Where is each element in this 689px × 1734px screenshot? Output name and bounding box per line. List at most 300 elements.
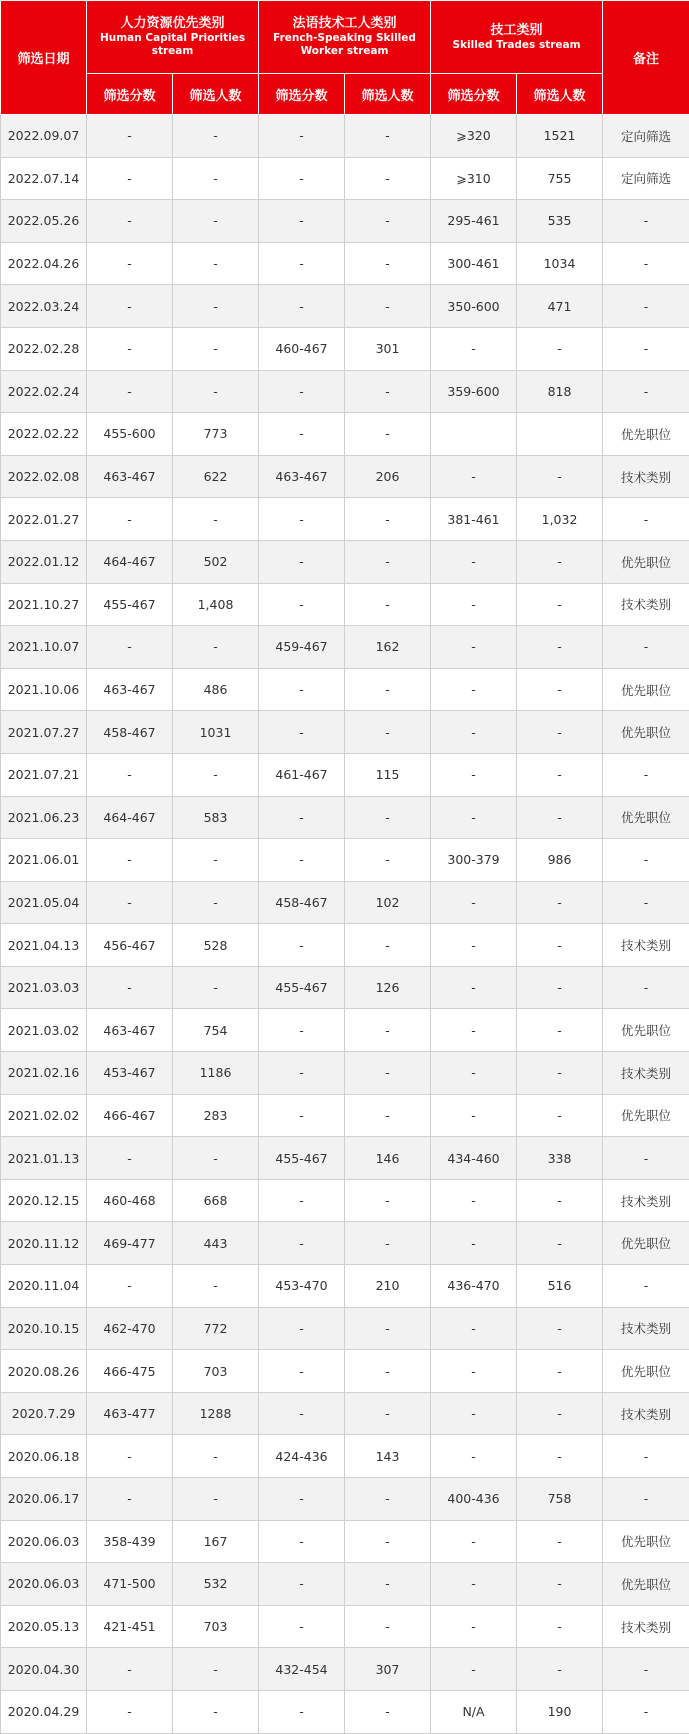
cell-hc-count: 443 (173, 1222, 259, 1265)
cell-st-count: - (517, 753, 603, 796)
cell-date: 2022.02.24 (1, 370, 87, 413)
cell-fr-score: - (259, 1690, 345, 1733)
cell-st-count: - (517, 1648, 603, 1691)
table-row (1, 966, 689, 1009)
cell-st-score: - (431, 1052, 517, 1095)
group-title-en: Skilled Trades stream (433, 39, 600, 52)
cell-note: 技术类别 (603, 1052, 689, 1095)
cell-hc-count: - (173, 115, 259, 158)
cell-hc-count: - (173, 1648, 259, 1691)
cell-note: - (603, 626, 689, 669)
cell-fr-count: - (345, 370, 431, 413)
table-row (1, 413, 689, 456)
cell-note: - (603, 1648, 689, 1691)
cell-note: 优先职位 (603, 1350, 689, 1393)
cell-fr-count: - (345, 540, 431, 583)
cell-fr-count: - (345, 1392, 431, 1435)
header-group-skilled-trades (431, 1, 603, 74)
cell-fr-score: - (259, 583, 345, 626)
cell-hc-count: - (173, 1478, 259, 1521)
cell-hc-score: 464-467 (87, 796, 173, 839)
cell-date: 2020.12.15 (1, 1179, 87, 1222)
cell-st-score: - (431, 668, 517, 711)
table-row (1, 881, 689, 924)
cell-note: - (603, 498, 689, 541)
header-st-score: 筛选分数 (431, 74, 517, 115)
cell-fr-count: 102 (345, 881, 431, 924)
table-body (1, 115, 689, 1734)
cell-note: - (603, 753, 689, 796)
cell-fr-score: - (259, 370, 345, 413)
cell-fr-score: - (259, 1094, 345, 1137)
cell-st-score: - (431, 711, 517, 754)
cell-hc-score: - (87, 1478, 173, 1521)
cell-st-score: 300-461 (431, 242, 517, 285)
cell-st-count: - (517, 1094, 603, 1137)
cell-fr-score: - (259, 1179, 345, 1222)
cell-fr-count: - (345, 839, 431, 882)
cell-st-score: 300-379 (431, 839, 517, 882)
cell-st-score: - (431, 1094, 517, 1137)
cell-hc-count: 283 (173, 1094, 259, 1137)
cell-note: - (603, 242, 689, 285)
cell-st-score: 381-461 (431, 498, 517, 541)
cell-fr-score: - (259, 1350, 345, 1393)
cell-st-count: - (517, 1009, 603, 1052)
cell-st-count: - (517, 711, 603, 754)
cell-fr-count: 206 (345, 455, 431, 498)
cell-st-count: - (517, 881, 603, 924)
cell-note: - (603, 370, 689, 413)
cell-st-count (517, 413, 603, 456)
table-row (1, 327, 689, 370)
cell-note: 定向筛选 (603, 115, 689, 158)
cell-fr-score: 459-467 (259, 626, 345, 669)
cell-st-score: - (431, 1605, 517, 1648)
group-title-en: French-Speaking Skilled Worker stream (261, 32, 428, 58)
header-st-count: 筛选人数 (517, 74, 603, 115)
cell-hc-count: 532 (173, 1563, 259, 1606)
cell-fr-count: 307 (345, 1648, 431, 1691)
cell-fr-count: - (345, 285, 431, 328)
cell-date: 2020.05.13 (1, 1605, 87, 1648)
cell-hc-score: - (87, 327, 173, 370)
cell-st-score: - (431, 966, 517, 1009)
table-row (1, 285, 689, 328)
cell-date: 2020.08.26 (1, 1350, 87, 1393)
cell-fr-count: - (345, 1350, 431, 1393)
cell-date: 2022.02.28 (1, 327, 87, 370)
cell-hc-score: 421-451 (87, 1605, 173, 1648)
cell-date: 2021.01.13 (1, 1137, 87, 1180)
cell-fr-score: 432-454 (259, 1648, 345, 1691)
cell-st-count: - (517, 796, 603, 839)
table-row (1, 1265, 689, 1308)
cell-hc-score: - (87, 242, 173, 285)
table-row (1, 1307, 689, 1350)
cell-fr-score: - (259, 1563, 345, 1606)
cell-hc-score: 471-500 (87, 1563, 173, 1606)
cell-note: 技术类别 (603, 1392, 689, 1435)
cell-fr-score: 460-467 (259, 327, 345, 370)
table-row (1, 1094, 689, 1137)
cell-hc-count: 486 (173, 668, 259, 711)
cell-fr-count: - (345, 1009, 431, 1052)
cell-fr-score: - (259, 285, 345, 328)
cell-fr-score: - (259, 668, 345, 711)
table-row (1, 115, 689, 158)
cell-note: 优先职位 (603, 796, 689, 839)
cell-st-count: - (517, 966, 603, 1009)
cell-hc-score: - (87, 1137, 173, 1180)
cell-hc-score: - (87, 1435, 173, 1478)
cell-note: - (603, 327, 689, 370)
cell-st-count: 986 (517, 839, 603, 882)
cell-date: 2021.06.23 (1, 796, 87, 839)
cell-note: 优先职位 (603, 1563, 689, 1606)
cell-note: 优先职位 (603, 1520, 689, 1563)
cell-fr-score: 455-467 (259, 1137, 345, 1180)
cell-note: - (603, 285, 689, 328)
cell-fr-count: - (345, 413, 431, 456)
table-row (1, 242, 689, 285)
cell-hc-score: 458-467 (87, 711, 173, 754)
cell-fr-count: - (345, 668, 431, 711)
cell-hc-count: 1031 (173, 711, 259, 754)
cell-fr-score: - (259, 1052, 345, 1095)
cell-date: 2020.11.04 (1, 1265, 87, 1308)
cell-st-count: - (517, 1222, 603, 1265)
header-group-human-capital (87, 1, 259, 74)
cell-date: 2022.09.07 (1, 115, 87, 158)
cell-st-count: - (517, 327, 603, 370)
cell-note: - (603, 881, 689, 924)
table-row (1, 498, 689, 541)
cell-fr-count: - (345, 242, 431, 285)
cell-fr-score: 461-467 (259, 753, 345, 796)
cell-fr-count: - (345, 1052, 431, 1095)
table-row (1, 370, 689, 413)
cell-fr-count: 162 (345, 626, 431, 669)
cell-hc-score: 456-467 (87, 924, 173, 967)
cell-fr-score: - (259, 1520, 345, 1563)
cell-st-score: 434-460 (431, 1137, 517, 1180)
cell-st-score: - (431, 1307, 517, 1350)
cell-fr-score: - (259, 1392, 345, 1435)
header-notes: 备注 (603, 1, 689, 115)
cell-st-count: 190 (517, 1690, 603, 1733)
cell-note: 技术类别 (603, 1605, 689, 1648)
cell-hc-count: 1288 (173, 1392, 259, 1435)
header-hc-count: 筛选人数 (173, 74, 259, 115)
cell-note: 优先职位 (603, 1222, 689, 1265)
cell-hc-score: 463-477 (87, 1392, 173, 1435)
table-row (1, 711, 689, 754)
cell-note: 优先职位 (603, 540, 689, 583)
cell-note: 优先职位 (603, 1094, 689, 1137)
cell-hc-count: 502 (173, 540, 259, 583)
cell-st-score (431, 413, 517, 456)
cell-date: 2022.07.14 (1, 157, 87, 200)
group-title-cn: 法语技术工人类别 (261, 16, 428, 32)
cell-note: 技术类别 (603, 1179, 689, 1222)
header-fr-score: 筛选分数 (259, 74, 345, 115)
cell-hc-score: - (87, 370, 173, 413)
table-row (1, 1690, 689, 1733)
cell-hc-count: - (173, 498, 259, 541)
cell-note: - (603, 200, 689, 243)
cell-st-score: - (431, 327, 517, 370)
cell-hc-count: - (173, 1690, 259, 1733)
cell-hc-count: 754 (173, 1009, 259, 1052)
cell-fr-count: 115 (345, 753, 431, 796)
cell-date: 2022.01.27 (1, 498, 87, 541)
cell-st-score: - (431, 796, 517, 839)
cell-hc-count: - (173, 753, 259, 796)
cell-hc-score: - (87, 753, 173, 796)
cell-st-count: 1034 (517, 242, 603, 285)
cell-note: - (603, 1435, 689, 1478)
cell-st-count: - (517, 1563, 603, 1606)
cell-hc-score: - (87, 1265, 173, 1308)
cell-hc-score: 455-600 (87, 413, 173, 456)
cell-hc-score: - (87, 200, 173, 243)
cell-fr-count: - (345, 1478, 431, 1521)
cell-fr-count: 146 (345, 1137, 431, 1180)
cell-hc-score: 466-475 (87, 1350, 173, 1393)
cell-date: 2020.7.29 (1, 1392, 87, 1435)
table-row (1, 668, 689, 711)
cell-st-count: - (517, 1520, 603, 1563)
cell-st-count: - (517, 924, 603, 967)
cell-st-score: 350-600 (431, 285, 517, 328)
cell-hc-count: 703 (173, 1350, 259, 1393)
table-row (1, 1222, 689, 1265)
table-row (1, 796, 689, 839)
cell-st-count: 1,032 (517, 498, 603, 541)
cell-fr-score: - (259, 157, 345, 200)
cell-date: 2021.10.27 (1, 583, 87, 626)
cell-fr-score: - (259, 1222, 345, 1265)
cell-hc-score: 462-470 (87, 1307, 173, 1350)
cell-hc-score: 453-467 (87, 1052, 173, 1095)
cell-note: 优先职位 (603, 1009, 689, 1052)
cell-note: 技术类别 (603, 455, 689, 498)
cell-date: 2022.03.24 (1, 285, 87, 328)
cell-st-score: ⩾320 (431, 115, 517, 158)
cell-hc-score: 463-467 (87, 1009, 173, 1052)
cell-hc-score: - (87, 881, 173, 924)
table-row (1, 540, 689, 583)
cell-hc-count: 528 (173, 924, 259, 967)
table-row (1, 1009, 689, 1052)
cell-st-score: - (431, 753, 517, 796)
cell-fr-score: - (259, 540, 345, 583)
cell-st-count: 338 (517, 1137, 603, 1180)
cell-hc-score: - (87, 1690, 173, 1733)
cell-fr-count: - (345, 1520, 431, 1563)
cell-date: 2020.11.12 (1, 1222, 87, 1265)
cell-date: 2022.02.22 (1, 413, 87, 456)
cell-hc-score: - (87, 839, 173, 882)
cell-note: 定向筛选 (603, 157, 689, 200)
table-row (1, 753, 689, 796)
cell-date: 2020.04.29 (1, 1690, 87, 1733)
cell-note: 技术类别 (603, 1307, 689, 1350)
table-row (1, 1137, 689, 1180)
cell-fr-count: - (345, 924, 431, 967)
cell-hc-count: - (173, 839, 259, 882)
cell-hc-score: - (87, 626, 173, 669)
cell-hc-count: 772 (173, 1307, 259, 1350)
cell-st-score: - (431, 1520, 517, 1563)
cell-fr-count: 126 (345, 966, 431, 1009)
cell-st-score: 400-436 (431, 1478, 517, 1521)
cell-date: 2021.06.01 (1, 839, 87, 882)
cell-fr-score: - (259, 200, 345, 243)
cell-hc-count: - (173, 1435, 259, 1478)
cell-st-count: - (517, 626, 603, 669)
cell-fr-score: 458-467 (259, 881, 345, 924)
cell-date: 2021.10.06 (1, 668, 87, 711)
cell-date: 2022.04.26 (1, 242, 87, 285)
table-row (1, 583, 689, 626)
cell-fr-count: - (345, 1690, 431, 1733)
cell-date: 2021.02.16 (1, 1052, 87, 1095)
cell-fr-score: - (259, 839, 345, 882)
cell-fr-count: - (345, 711, 431, 754)
cell-note: - (603, 1690, 689, 1733)
cell-st-count: - (517, 1350, 603, 1393)
cell-fr-score: 424-436 (259, 1435, 345, 1478)
table-row (1, 1052, 689, 1095)
cell-st-count: 535 (517, 200, 603, 243)
cell-st-score: - (431, 1222, 517, 1265)
cell-fr-count: - (345, 1563, 431, 1606)
cell-hc-count: 583 (173, 796, 259, 839)
cell-hc-score: - (87, 498, 173, 541)
cell-st-score: - (431, 1009, 517, 1052)
cell-st-score: - (431, 626, 517, 669)
cell-st-score: 295-461 (431, 200, 517, 243)
table-row (1, 1648, 689, 1691)
cell-fr-score: - (259, 1307, 345, 1350)
cell-date: 2022.05.26 (1, 200, 87, 243)
cell-st-score: - (431, 1179, 517, 1222)
table-row (1, 1179, 689, 1222)
cell-hc-count: - (173, 881, 259, 924)
cell-date: 2021.05.04 (1, 881, 87, 924)
cell-hc-count: 668 (173, 1179, 259, 1222)
cell-note: 技术类别 (603, 583, 689, 626)
cell-date: 2020.06.03 (1, 1563, 87, 1606)
cell-fr-count: - (345, 1307, 431, 1350)
cell-hc-score: 469-477 (87, 1222, 173, 1265)
cell-hc-count: 773 (173, 413, 259, 456)
cell-fr-score: - (259, 796, 345, 839)
cell-fr-count: 143 (345, 1435, 431, 1478)
cell-fr-count: 301 (345, 327, 431, 370)
cell-hc-score: 463-467 (87, 668, 173, 711)
cell-hc-count: 1186 (173, 1052, 259, 1095)
cell-date: 2020.10.15 (1, 1307, 87, 1350)
cell-st-count: 755 (517, 157, 603, 200)
cell-note: 优先职位 (603, 413, 689, 456)
cell-st-score: - (431, 924, 517, 967)
cell-st-score: - (431, 1563, 517, 1606)
cell-hc-count: - (173, 966, 259, 1009)
cell-hc-count: 167 (173, 1520, 259, 1563)
cell-date: 2021.03.03 (1, 966, 87, 1009)
table-row (1, 1520, 689, 1563)
cell-date: 2020.06.17 (1, 1478, 87, 1521)
cell-st-count: - (517, 1392, 603, 1435)
cell-fr-count: - (345, 796, 431, 839)
cell-st-score: - (431, 881, 517, 924)
cell-hc-count: - (173, 1137, 259, 1180)
cell-note: 优先职位 (603, 711, 689, 754)
cell-hc-score: 460-468 (87, 1179, 173, 1222)
cell-st-count: 1521 (517, 115, 603, 158)
cell-fr-score: 453-470 (259, 1265, 345, 1308)
cell-st-score: - (431, 455, 517, 498)
cell-fr-count: - (345, 1094, 431, 1137)
cell-st-score: - (431, 583, 517, 626)
cell-hc-score: - (87, 157, 173, 200)
cell-st-score: 359-600 (431, 370, 517, 413)
cell-hc-score: 464-467 (87, 540, 173, 583)
cell-date: 2021.02.02 (1, 1094, 87, 1137)
header-date: 筛选日期 (1, 1, 87, 115)
cell-hc-count: - (173, 285, 259, 328)
cell-date: 2021.10.07 (1, 626, 87, 669)
table-row (1, 924, 689, 967)
table-row (1, 157, 689, 200)
group-title-en: Human Capital Priorities stream (89, 32, 256, 58)
cell-note: 优先职位 (603, 668, 689, 711)
cell-note: - (603, 1478, 689, 1521)
cell-st-count: - (517, 540, 603, 583)
cell-date: 2022.02.08 (1, 455, 87, 498)
cell-fr-score: 455-467 (259, 966, 345, 1009)
cell-fr-score: - (259, 924, 345, 967)
header-group-french-skilled (259, 1, 431, 74)
table-row (1, 1350, 689, 1393)
cell-date: 2021.03.02 (1, 1009, 87, 1052)
cell-st-count: - (517, 1179, 603, 1222)
cell-fr-count: 210 (345, 1265, 431, 1308)
cell-st-count: - (517, 583, 603, 626)
cell-hc-count: - (173, 370, 259, 413)
cell-fr-count: - (345, 157, 431, 200)
cell-hc-count: - (173, 242, 259, 285)
cell-st-score: - (431, 1435, 517, 1478)
table-row (1, 626, 689, 669)
cell-date: 2021.07.27 (1, 711, 87, 754)
table-header (1, 1, 689, 115)
cell-note: - (603, 966, 689, 1009)
table-row (1, 1563, 689, 1606)
cell-hc-score: - (87, 966, 173, 1009)
cell-date: 2020.06.18 (1, 1435, 87, 1478)
cell-st-count: - (517, 1605, 603, 1648)
cell-st-count: - (517, 1435, 603, 1478)
cell-note: - (603, 1265, 689, 1308)
cell-fr-count: - (345, 115, 431, 158)
cell-hc-score: 466-467 (87, 1094, 173, 1137)
cell-hc-count: 1,408 (173, 583, 259, 626)
cell-hc-score: - (87, 285, 173, 328)
